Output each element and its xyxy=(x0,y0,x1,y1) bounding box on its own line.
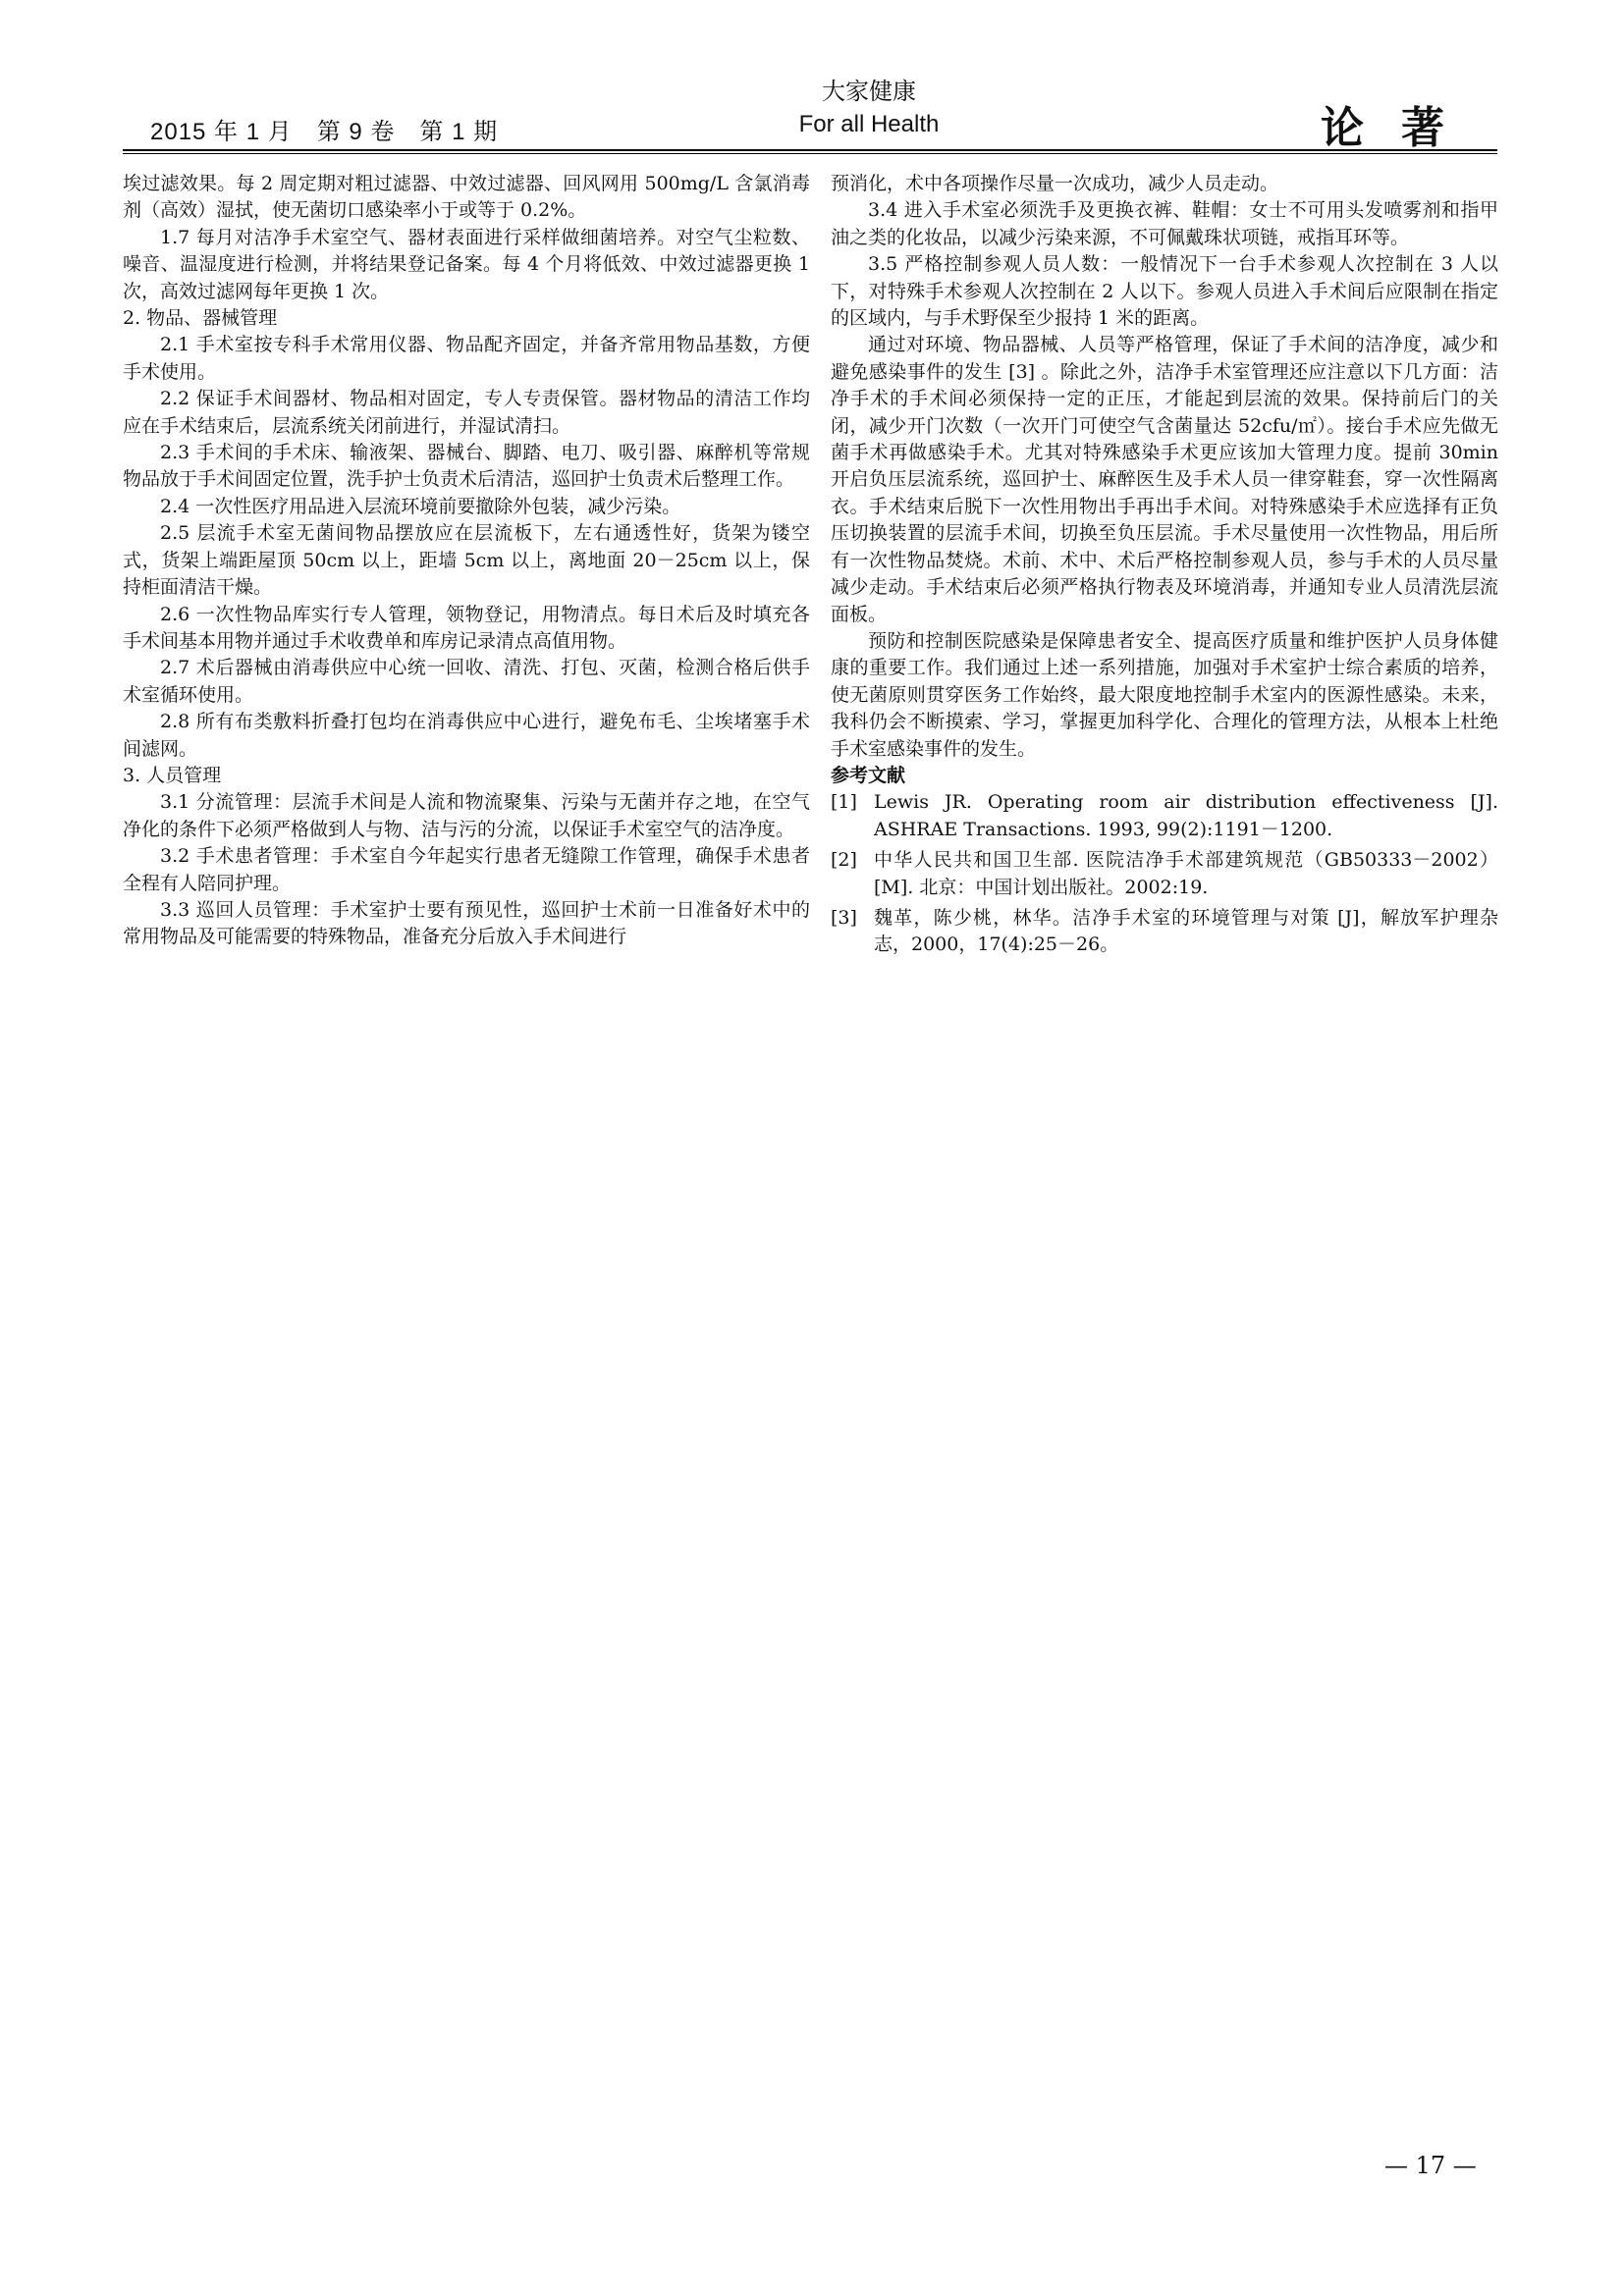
reference-item xyxy=(831,789,1498,843)
page-header xyxy=(123,63,1497,151)
journal-title-en: For all Health xyxy=(798,111,940,137)
paragraph: 2.8 所有布类敷料折叠打包均在消毒供应中心进行，避免布毛、尘埃堵塞手术间滤网。 xyxy=(123,711,810,760)
paragraph: 3.4 进入手术室必须洗手及更换衣裤、鞋帽：女士不可用头发喷雾剂和指甲油之类的化妆品，以减少污染来源，不可佩戴珠状项链，戒指耳环等。 xyxy=(831,199,1498,248)
paragraph: 预防和控制医院感染是保障患者安全、提高医疗质量和维护医护人员身体健康的重要工作。我们通过上述一系列措施，加强对手术室护士综合素质的培养，使无菌原则贯穿医务工作始终，最大限度地控制手术室内的医源性感染。未来，我科仍会不断摸索、学习，掌握更加科学化、合理化的管理方法，从根本上杜绝手术室感染事件的发生。 xyxy=(831,629,1498,760)
journal-title xyxy=(712,77,1026,141)
paragraph-continued: 预消化，术中各项操作尽量一次成功，减少人员走动。 xyxy=(831,173,1279,194)
header-rule-thin xyxy=(123,153,1497,154)
reference-item xyxy=(831,905,1498,959)
paragraph: 3.1 分流管理：层流手术间是人流和物流聚集、污染与无菌并存之地，在空气净化的条件下必须严格做到人与物、洁与污的分流，以保证手术室空气的洁净度。 xyxy=(123,791,810,840)
paragraph: 2.6 一次性物品库实行专人管理，领物登记，用物清点。每日术后及时填充各手术间基本用物并通过手术收费单和库房记录清点高值用物。 xyxy=(123,603,810,652)
paragraph: 2.3 手术间的手术床、输液架、器械台、脚踏、电刀、吸引器、麻醉机等常规物品放于手术间固定位置，洗手护士负责术后清洁，巡回护士负责术后整理工作。 xyxy=(123,442,810,491)
reference-number: [2] xyxy=(831,849,857,872)
reference-text: 魏革，陈少桃，林华。洁净手术室的环境管理与对策 [J]，解放军护理杂志，2000，17(4):25－26。 xyxy=(874,906,1498,956)
section-heading: 2. 物品、器械管理 xyxy=(123,307,278,330)
paragraph: 2.7 术后器械由消毒供应中心统一回收、清洗、打包、灭菌，检测合格后供手术室循环使用。 xyxy=(123,657,810,706)
paragraph: 2.5 层流手术室无菌间物品摆放应在层流板下，左右通透性好，货架为镂空式，货架上端距屋顶 50cm 以上，距墙 5cm 以上，离地面 20－25cm 以上，保持柜面清洁干燥。 xyxy=(123,522,810,599)
issue-info: 2015 年 1 月 第 9 卷 第 1 期 xyxy=(150,119,499,145)
paragraph-continued: 埃过滤效果。每 2 周定期对粗过滤器、中效过滤器、回风网用 500mg/L 含氯消毒剂（高效）湿拭，使无菌切口感染率小于或等于 0.2%。 xyxy=(123,173,810,222)
paragraph: 3.5 严格控制参观人员人数：一般情况下一台手术参观人次控制在 3 人以下，对特殊手术参观人次控制在 2 人以下。参观人员进入手术间后应限制在指定的区域内，与手术野保至少报持 1 米的距离。 xyxy=(831,253,1498,330)
reference-text: Lewis JR. Operating room air distribution effectiveness [J]. ASHRAE Transactions. 1993, 99(2):1191－1200. xyxy=(874,791,1498,840)
journal-title-cn: 大家健康 xyxy=(822,79,916,105)
paragraph: 2.4 一次性医疗用品进入层流环境前要撤除外包装，减少污染。 xyxy=(160,495,681,517)
references-title: 参考文献 xyxy=(831,764,906,786)
section-label: 论著 xyxy=(1321,103,1482,153)
reference-number: [3] xyxy=(831,906,857,929)
paragraph: 2.1 手术室按专科手术常用仪器、物品配齐固定，并备齐常用物品基数，方便手术使用。 xyxy=(123,334,810,383)
paragraph: 2.2 保证手术间器材、物品相对固定，专人专责保管。器材物品的清洁工作均应在手术结束后，层流系统关闭前进行，并湿试清扫。 xyxy=(123,388,810,437)
paragraph: 1.7 每月对洁净手术室空气、器材表面进行采样做细菌培养。对空气尘粒数、噪音、温湿度进行检测，并将结果登记备案。每 4 个月将低效、中效过滤器更换 1 次，高效过滤网每年更换 1 次。 xyxy=(123,226,810,302)
right-column xyxy=(831,171,1498,963)
reference-number: [1] xyxy=(831,791,857,814)
section-heading: 3. 人员管理 xyxy=(123,764,222,786)
reference-text: 中华人民共和国卫生部. 医院洁净手术部建筑规范（GB50333－2002）[M]. 北京：中国计划出版社。2002:19. xyxy=(874,849,1498,898)
reference-item xyxy=(831,847,1498,901)
page-number: — 17 — xyxy=(1384,2152,1477,2179)
left-column xyxy=(123,171,810,951)
header-rule xyxy=(123,149,1497,151)
paragraph: 3.2 手术患者管理：手术室自今年起实行患者无缝隙工作管理，确保手术患者全程有人陪同护理。 xyxy=(123,845,810,894)
paragraph: 通过对环境、物品器械、人员等严格管理，保证了手术间的洁净度，减少和避免感染事件的发生 [3] 。除此之外，洁净手术室管理还应注意以下几方面：洁净手术的手术间必须保持一定的正压，才能起到层流的效果。保持前后门的关闭，减少开门次数（一次开门可使空气含菌量达 52cfu/㎡）。接台手术应先做无菌手术再做感染手术。尤其对特殊感染手术更应该加大管理力度。提前 30min 开启负压层流系统，巡回护士、麻醉医生及手术人员一律穿鞋套，穿一次性隔离衣。手术结束后脱下一次性用物出手再出手术间。对特殊感染手术应选择有正负压切换装置的层流手术间，切换至负压层流。手术尽量使用一次性物品，用后所有一次性物品焚烧。术前、术中、术后严格控制参观人员，参与手术的人员尽量减少走动。手术结束后必须严格执行物表及环境消毒，并通知专业人员清洗层流面板。 xyxy=(831,334,1498,625)
paragraph: 3.3 巡回人员管理：手术室护士要有预见性，巡回护士术前一日准备好术中的常用物品及可能需要的特殊物品，准备充分后放入手术间进行 xyxy=(123,898,810,948)
